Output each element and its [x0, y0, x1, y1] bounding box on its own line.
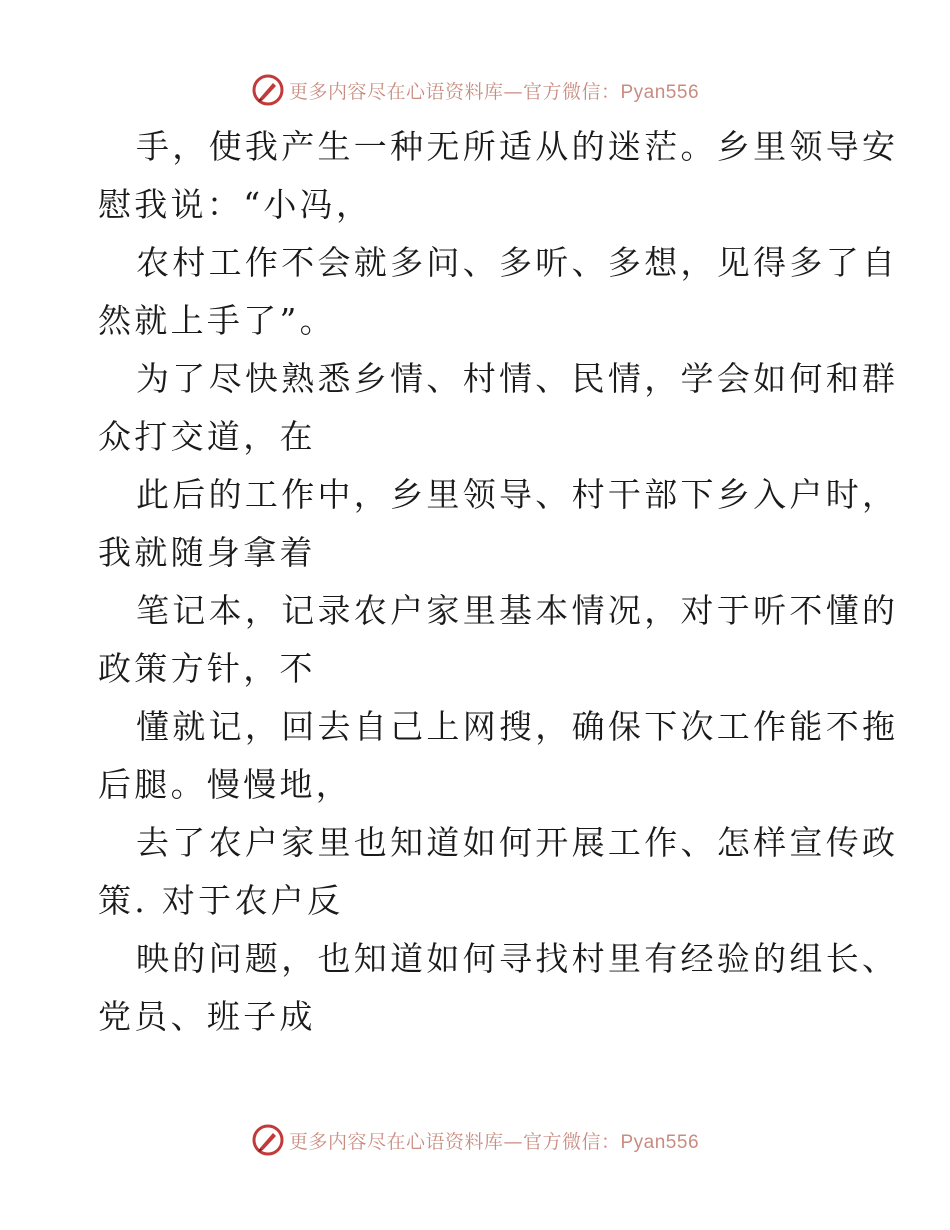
- pen-circle-icon: [251, 73, 285, 107]
- text-line: 此后的工作中，乡里领导、村干部下乡入户时，: [136, 475, 899, 514]
- text-line: 去了农户家里也知道如何开展工作、怎样宣传政: [136, 823, 899, 862]
- wechat-account: Pyan556: [620, 1131, 700, 1153]
- document-body: [98, 118, 899, 1046]
- text-line: 政策方针，不: [98, 649, 316, 688]
- text-line: 农村工作不会就多问、多听、多想，见得多了自: [136, 243, 899, 282]
- text-line: 党员、班子成: [98, 997, 316, 1036]
- text-line: 手，使我产生一种无所适从的迷茫。乡里领导安: [136, 127, 899, 166]
- text-line: 映的问题，也知道如何寻找村里有经验的组长、: [136, 939, 899, 978]
- wechat-account: Pyan556: [620, 81, 700, 103]
- text-line: 为了尽快熟悉乡情、村情、民情，学会如何和群: [136, 359, 899, 398]
- text-line: 后腿。慢慢地，: [98, 765, 353, 804]
- text-line: 我就随身拿着: [98, 533, 316, 572]
- watermark-text: 更多内容尽在心语资料库—官方微信：Pyan556: [288, 80, 700, 103]
- text-line: 策. 对于农户反: [98, 881, 344, 920]
- text-line: 慰我说：“小冯，: [98, 185, 373, 224]
- footer-watermark-banner: [0, 1120, 950, 1160]
- header-watermark-banner: [0, 70, 950, 110]
- text-line: 然就上手了”。: [98, 301, 336, 340]
- text-line: 众打交道，在: [98, 417, 316, 456]
- watermark-text: 更多内容尽在心语资料库—官方微信：Pyan556: [288, 1130, 700, 1153]
- pen-circle-icon: [251, 1123, 285, 1157]
- text-line: 懂就记，回去自己上网搜，确保下次工作能不拖: [136, 707, 899, 746]
- text-line: 笔记本，记录农户家里基本情况，对于听不懂的: [136, 591, 899, 630]
